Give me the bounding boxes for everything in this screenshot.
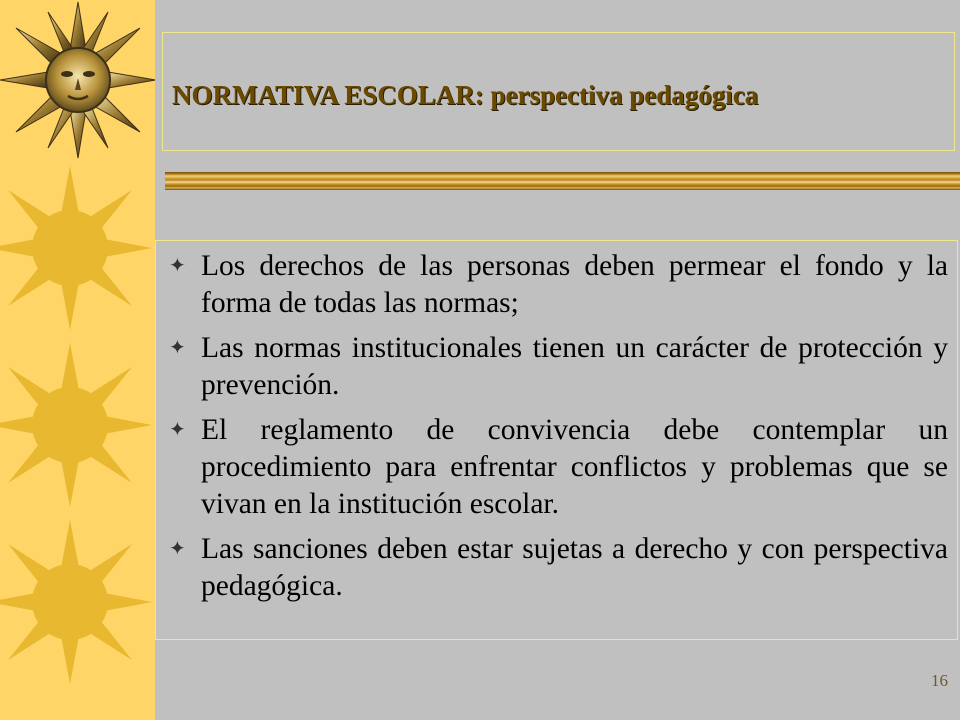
decorative-sidebar: [0, 0, 155, 720]
bullet-text: Los derechos de las personas deben permear el fondo y la forma de todas las normas;: [201, 250, 948, 319]
bullet-text: El reglamento de convivencia debe contemplar un procedimiento para enfrentar conflictos y problemas que se vivan en la institución escolar.: [201, 414, 948, 520]
sun-decorations: [0, 0, 155, 720]
slide-title: NORMATIVA ESCOLAR: perspectiva pedagógica: [172, 80, 759, 110]
sun-icon: [0, 166, 152, 330]
bullet-text: Las sanciones deben estar sujetas a derecho y con perspectiva pedagógica.: [201, 533, 948, 602]
star-bullet-icon: ✦: [169, 538, 186, 560]
bullet-item: [163, 330, 948, 404]
sun-icon: [0, 520, 152, 684]
bullet-item: [163, 248, 948, 322]
gold-divider-bar: [165, 172, 960, 190]
bullet-item: [163, 531, 948, 605]
bullet-item: [163, 412, 948, 523]
bullet-list: [163, 248, 948, 613]
slide-number: 16: [931, 671, 948, 690]
sun-icon: [0, 343, 152, 507]
sun-face-icon: [0, 2, 155, 158]
star-bullet-icon: ✦: [169, 419, 186, 441]
star-bullet-icon: ✦: [169, 255, 186, 277]
star-bullet-icon: ✦: [169, 337, 186, 359]
bullet-text: Las normas institucionales tienen un carácter de protección y prevención.: [201, 332, 948, 401]
